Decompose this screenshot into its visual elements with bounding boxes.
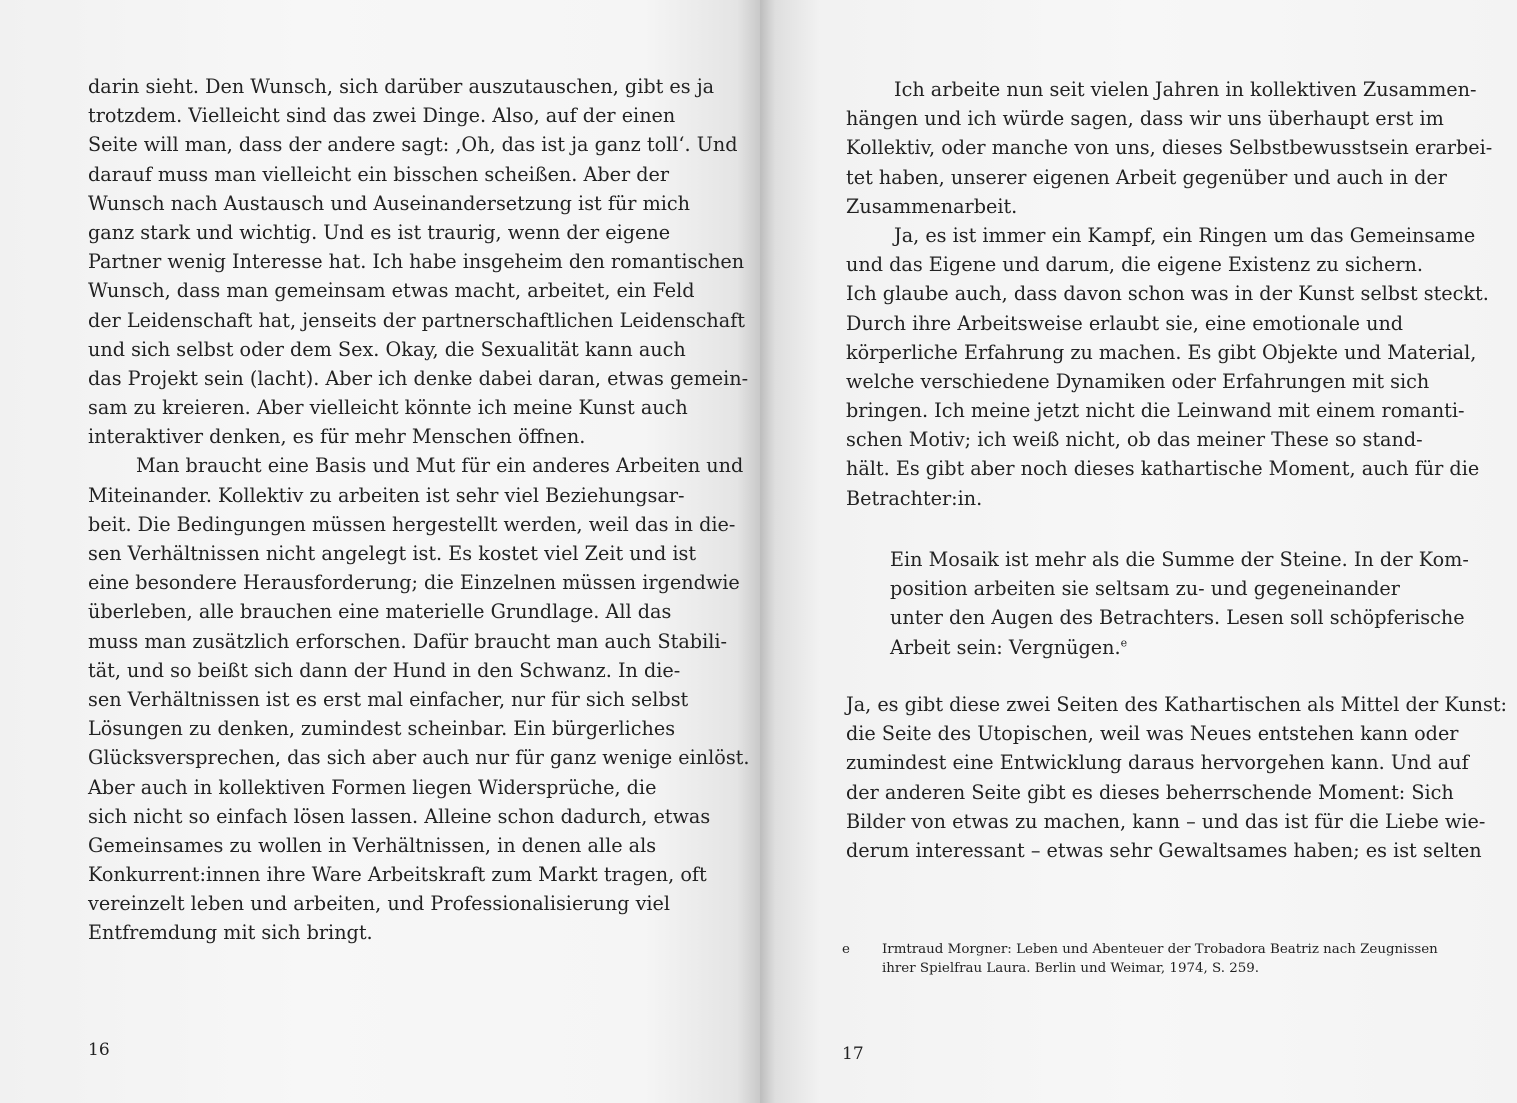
right-page-body	[846, 75, 1492, 513]
text-line: schen Motiv; ich weiß nicht, ob das meiner These so stand-	[846, 428, 1423, 452]
text-line: Konkurrent:innen ihre Ware Arbeitskraft zum Markt tragen, oft	[88, 863, 707, 887]
right-page-continuation	[846, 690, 1507, 865]
text-line: Kollektiv, oder manche von uns, dieses Selbstbewusstsein erarbei-	[846, 136, 1493, 160]
text-line: darauf muss man vielleicht ein bisschen scheißen. Aber der	[88, 162, 670, 186]
text-line: Bilder von etwas zu machen, kann – und das ist für die Liebe wie-	[846, 809, 1486, 833]
quote-last-text: Arbeit sein: Vergnügen.	[890, 635, 1121, 659]
text-line: hängen und ich würde sagen, dass wir uns überhaupt erst im	[846, 107, 1444, 131]
text-line: ganz stark und wichtig. Und es ist traurig, wenn der eigene	[88, 220, 671, 244]
text-line: sam zu kreieren. Aber vielleicht könnte ich meine Kunst auch	[88, 396, 688, 420]
quote-line: position arbeiten sie seltsam zu- und gegeneinander	[890, 577, 1400, 601]
text-line: Ja, es ist immer ein Kampf, ein Ringen um das Gemeinsame	[894, 223, 1476, 247]
text-line: welche verschiedene Dynamiken oder Erfahrungen mit sich	[846, 369, 1430, 393]
text-line: und sich selbst oder dem Sex. Okay, die Sexualität kann auch	[88, 337, 686, 361]
text-line: zumindest eine Entwicklung daraus hervorgehen kann. Und auf	[846, 751, 1469, 775]
text-line: Ja, es gibt diese zwei Seiten des Kathartischen als Mittel der Kunst:	[846, 693, 1508, 716]
text-line: hält. Es gibt aber noch dieses kathartische Moment, auch für die	[846, 457, 1480, 481]
text-line: sen Verhältnissen nicht angelegt ist. Es kostet viel Zeit und ist	[88, 542, 697, 565]
text-line: Glücksversprechen, das sich aber auch nur für ganz wenige einlöst.	[88, 746, 750, 770]
text-line: der anderen Seite gibt es dieses beherrschende Moment: Sich	[846, 780, 1454, 804]
text-line: Gemeinsames zu wollen in Verhältnissen, in denen alle als	[88, 833, 657, 857]
text-line: bringen. Ich meine jetzt nicht die Leinwand mit einem romanti-	[846, 399, 1465, 423]
text-line: darin sieht. Den Wunsch, sich darüber auszutauschen, gibt es ja	[88, 75, 715, 98]
text-line: Entfremdung mit sich bringt.	[88, 921, 373, 945]
text-line: Lösungen zu denken, zumindest scheinbar. Ein bürgerliches	[88, 717, 676, 741]
text-line: Man braucht eine Basis und Mut für ein anderes Arbeiten und	[136, 454, 744, 478]
text-line: beit. Die Bedingungen müssen hergestellt werden, weil das in die-	[88, 512, 736, 536]
text-line: muss man zusätzlich erforschen. Dafür braucht man auch Stabili-	[88, 629, 727, 653]
text-line: das Projekt sein (lacht). Aber ich denke dabei daran, etwas gemein-	[88, 366, 749, 390]
quote-line: Ein Mosaik ist mehr als die Summe der Steine. In der Kom-	[890, 548, 1469, 571]
left-page-body	[88, 72, 750, 948]
text-line: derum interessant – etwas sehr Gewaltsames haben; es ist selten	[846, 838, 1482, 862]
page-number-right: 17	[842, 1044, 864, 1064]
text-line: sen Verhältnissen ist es erst mal einfacher, nur für sich selbst	[88, 687, 689, 711]
footnote-mark: e	[842, 942, 850, 957]
block-quote	[890, 545, 1469, 662]
text-line: interaktiver denken, es für mehr Menschen öffnen.	[88, 425, 586, 449]
text-line: Miteinander. Kollektiv zu arbeiten ist sehr viel Beziehungsar-	[88, 483, 685, 507]
text-line: Ich glaube auch, dass davon schon was in der Kunst selbst steckt.	[846, 282, 1489, 306]
text-line: tet haben, unserer eigenen Arbeit gegenüber und auch in der	[846, 165, 1447, 189]
text-line: Wunsch nach Austausch und Auseinandersetzung ist für mich	[88, 191, 691, 215]
footnote-reference: e	[1120, 636, 1128, 650]
footnote-line: ihrer Spielfrau Laura. Berlin und Weimar, 1974, S. 259.	[882, 961, 1260, 976]
text-line: Durch ihre Arbeitsweise erlaubt sie, eine emotionale und	[846, 311, 1404, 335]
quote-line	[890, 633, 1469, 662]
text-line: Aber auch in kollektiven Formen liegen Widersprüche, die	[88, 775, 657, 799]
text-line: tät, und so beißt sich dann der Hund in den Schwanz. In die-	[88, 658, 681, 682]
footnote-line: Irmtraud Morgner: Leben und Abenteuer der Trobadora Beatriz nach Zeugnissen	[882, 942, 1438, 957]
quote-line: unter den Augen des Betrachters. Lesen soll schöpferische	[890, 606, 1465, 630]
text-line: Seite will man, dass der andere sagt: ‚Oh, das ist ja ganz toll‘. Und	[88, 133, 738, 157]
text-line: Betrachter:in.	[846, 486, 983, 510]
text-line: sich nicht so einfach lösen lassen. Alleine schon dadurch, etwas	[88, 804, 711, 828]
text-line: die Seite des Utopischen, weil was Neues entstehen kann oder	[846, 722, 1459, 746]
text-line: der Leidenschaft hat, jenseits der partnerschaftlichen Leidenschaft	[88, 308, 746, 332]
text-line: Wunsch, dass man gemeinsam etwas macht, arbeitet, ein Feld	[88, 279, 695, 303]
text-line: Partner wenig Interesse hat. Ich habe insgeheim den romantischen	[88, 250, 745, 274]
text-line: vereinzelt leben und arbeiten, und Professionalisierung viel	[88, 892, 671, 916]
text-line: Zusammenarbeit.	[846, 194, 1018, 218]
text-line: körperliche Erfahrung zu machen. Es gibt Objekte und Material,	[846, 340, 1477, 364]
text-line: und das Eigene und darum, die eigene Existenz zu sichern.	[846, 253, 1423, 277]
page-number-left: 16	[88, 1040, 110, 1060]
text-line: überleben, alle brauchen eine materielle Grundlage. All das	[88, 600, 672, 624]
footnote-text	[882, 940, 1438, 978]
text-line: trotzdem. Vielleicht sind das zwei Dinge. Also, auf der einen	[88, 104, 676, 128]
text-line: eine besondere Herausforderung; die Einzelnen müssen irgendwie	[88, 571, 740, 595]
text-line: Ich arbeite nun seit vielen Jahren in kollektiven Zusammen-	[894, 78, 1477, 101]
